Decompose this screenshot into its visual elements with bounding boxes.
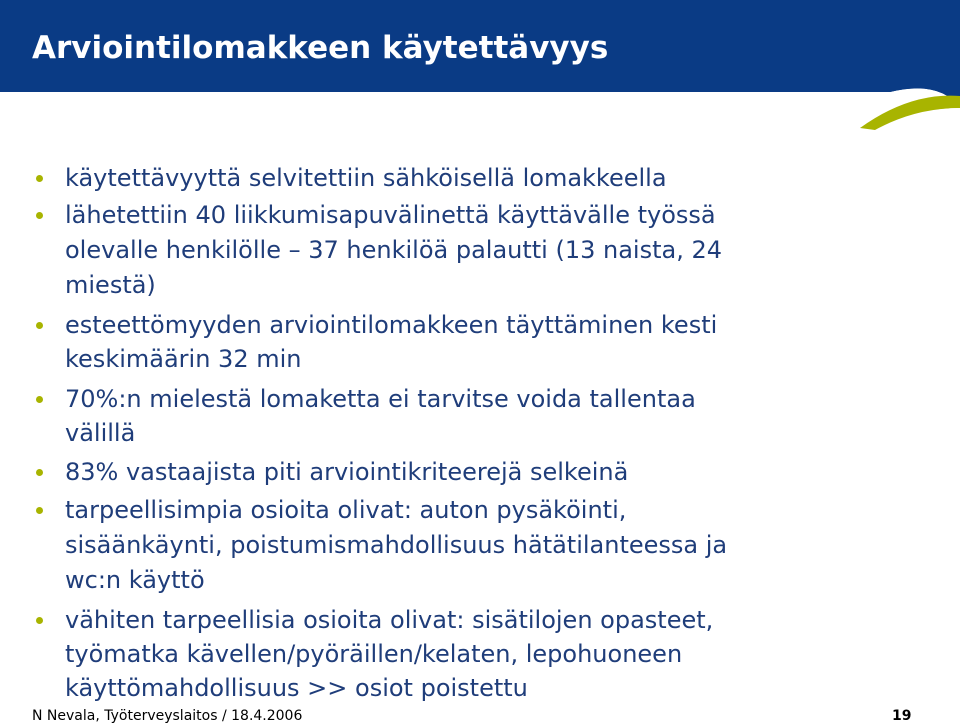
bullet-icon bbox=[36, 396, 43, 403]
bullet-icon bbox=[36, 175, 43, 182]
bullet-text-line: 70%:n mielestä lomaketta ei tarvitse voida tallentaa bbox=[65, 385, 696, 413]
bullet-text-line: keskimäärin 32 min bbox=[65, 345, 302, 373]
bullet-text-line: wc:n käyttö bbox=[65, 566, 205, 594]
slide-title: Arviointilomakkeen käytettävyys bbox=[32, 30, 609, 66]
bullet-text-line: käyttömahdollisuus >> osiot poistettu bbox=[65, 674, 528, 702]
bullet-icon bbox=[36, 617, 43, 624]
bullet-text-line: vähiten tarpeellisia osioita olivat: sisätilojen opasteet, bbox=[65, 606, 714, 634]
footer-credit: N Nevala, Työterveyslaitos / 18.4.2006 bbox=[32, 708, 303, 724]
bullet-text-line: sisäänkäynti, poistumismahdollisuus hätätilanteessa ja bbox=[65, 531, 728, 559]
bullet-text-line: esteettömyyden arviointilomakkeen täyttäminen kesti bbox=[65, 311, 718, 339]
bullet-text-line: 83% vastaajista piti arviointikriteerejä selkeinä bbox=[65, 458, 629, 486]
bullet-text-line: käytettävyyttä selvitettiin sähköisellä lomakkeella bbox=[65, 164, 667, 192]
page-number: 19 bbox=[892, 708, 912, 724]
bullet-icon bbox=[36, 507, 43, 514]
bullet-icon bbox=[36, 469, 43, 476]
bullet-icon bbox=[36, 212, 43, 219]
bullet-text-line: olevalle henkilölle – 37 henkilöä palautti (13 naista, 24 bbox=[65, 236, 723, 264]
bullet-text-line: lähetettiin 40 liikkumisapuvälinettä käyttävälle työssä bbox=[65, 201, 716, 229]
bullet-text-line: työmatka kävellen/pyöräillen/kelaten, lepohuoneen bbox=[65, 640, 683, 668]
bullet-text-line: välillä bbox=[65, 419, 136, 447]
bullet-text-line: tarpeellisimpia osioita olivat: auton pysäköinti, bbox=[65, 496, 627, 524]
bullet-text-line: miestä) bbox=[65, 271, 156, 299]
bullet-icon bbox=[36, 322, 43, 329]
